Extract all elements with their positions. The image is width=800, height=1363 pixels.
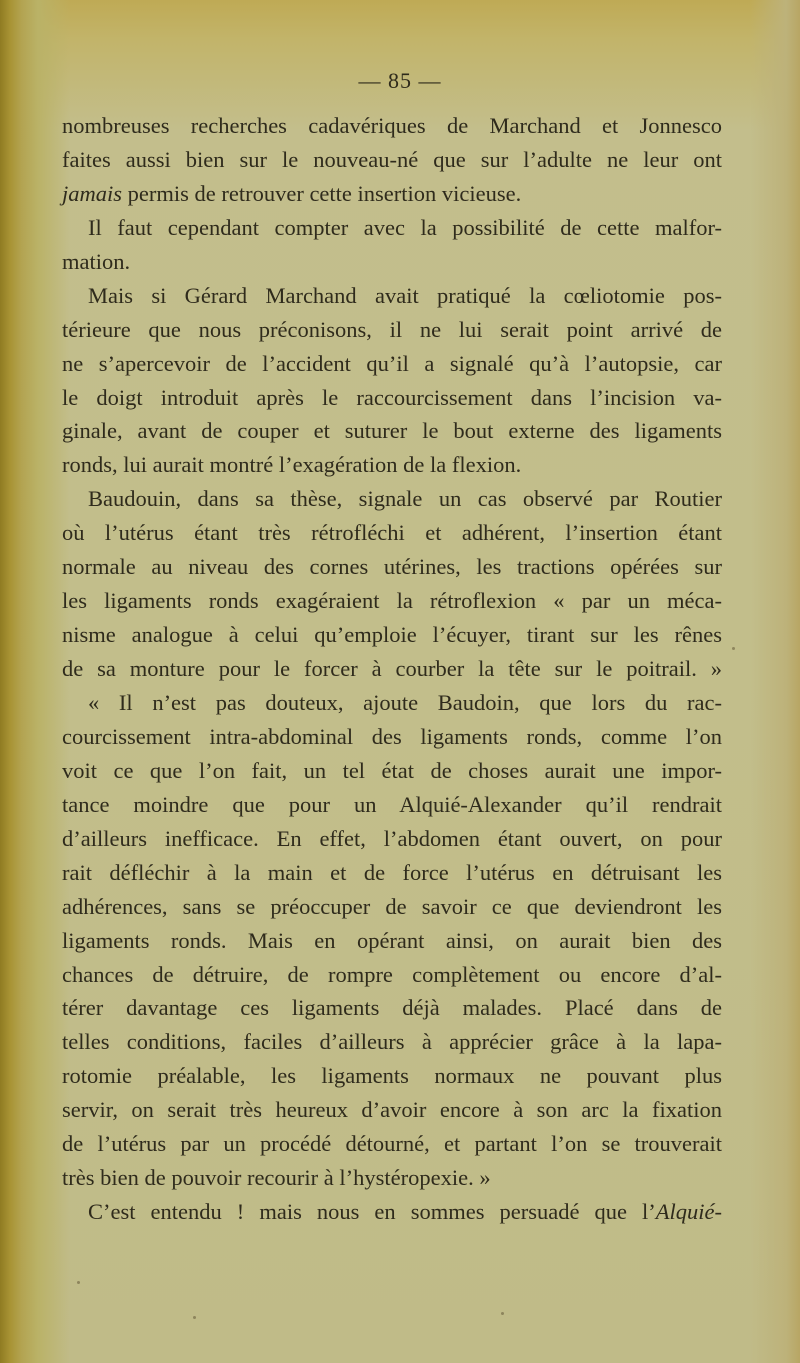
text-line: telles conditions, faciles d’ailleurs à apprécier grâce à la lapa- (62, 1029, 722, 1055)
page-number: — 85 — (358, 68, 442, 93)
text-line: térer davantage ces ligaments déjà malades. Placé dans de (62, 995, 722, 1021)
text-line: « Il n’est pas douteux, ajoute Baudoin, que lors du rac- (88, 689, 722, 715)
text-line: jamais permis de retrouver cette insertion vicieuse. (62, 180, 522, 206)
text-line: Il faut cependant compter avec la possibilité de cette malfor- (88, 214, 722, 240)
text-line: d’ailleurs inefficace. En effet, l’abdomen étant ouvert, on pour (62, 825, 722, 851)
italic-emphasis: jamais (62, 180, 123, 206)
text-line: normale au niveau des cornes utérines, les tractions opérées sur (62, 554, 722, 580)
text-line: rotomie préalable, les ligaments normaux ne pouvant plus (62, 1063, 722, 1089)
text-line: ginale, avant de couper et suturer le bout externe des ligaments (62, 418, 722, 444)
text-line: de l’utérus par un procédé détourné, et partant l’on se trouverait (62, 1131, 722, 1157)
text-line: de sa monture pour le forcer à courber la tête sur le poitrail. » (62, 656, 722, 682)
text-line: tance moindre que pour un Alquié-Alexander qu’il rendrait (62, 791, 722, 817)
text-line: où l’utérus étant très rétrofléchi et adhérent, l’insertion étant (62, 520, 722, 546)
text-line: ligaments ronds. Mais en opérant ainsi, on aurait bien des (62, 927, 722, 953)
paper-speck (501, 1312, 504, 1315)
paper-speck (193, 1316, 196, 1319)
text-line: voit ce que l’on fait, un tel état de choses aurait une impor- (62, 757, 722, 783)
text-line: chances de détruire, de rompre complètement ou encore d’al- (62, 961, 722, 987)
text-line: très bien de pouvoir recourir à l’hystéropexie. » (62, 1165, 491, 1191)
text-line: C’est entendu ! mais nous en sommes persuadé que l’Alquié- (88, 1199, 722, 1225)
text-line: rait défléchir à la main et de force l’utérus en détruisant les (62, 859, 722, 885)
paper-speck (77, 1281, 80, 1284)
text-line: ronds, lui aurait montré l’exagération de la flexion. (62, 452, 522, 478)
text-line: mation. (62, 248, 131, 274)
text-line: nisme analogue à celui qu’emploie l’écuyer, tirant sur les rênes (62, 622, 722, 648)
text-line: adhérences, sans se préoccuper de savoir ce que deviendront les (62, 893, 722, 919)
text-line: nombreuses recherches cadavériques de Marchand et Jonnesco (62, 113, 722, 138)
text-line: servir, on serait très heureux d’avoir encore à son arc la fixation (62, 1097, 722, 1123)
text-line: Mais si Gérard Marchand avait pratiqué la cœliotomie pos- (88, 282, 722, 308)
paper-speck (732, 647, 735, 650)
text-line: térieure que nous préconisons, il ne lui serait point arrivé de (62, 316, 722, 342)
text-line: ne s’apercevoir de l’accident qu’il a signalé qu’à l’autopsie, car (62, 350, 722, 376)
text-line: Baudouin, dans sa thèse, signale un cas observé par Routier (88, 486, 722, 512)
italic-emphasis: Alquié- (655, 1199, 722, 1225)
text-line: les ligaments ronds exagéraient la rétroflexion « par un méca- (62, 588, 722, 614)
text-line: faites aussi bien sur le nouveau-né que sur l’adulte ne leur ont (62, 146, 722, 172)
text-line: le doigt introduit après le raccourcissement dans l’incision va- (62, 384, 722, 410)
text-line: courcissement intra-abdominal des ligaments ronds, comme l’on (62, 723, 722, 749)
